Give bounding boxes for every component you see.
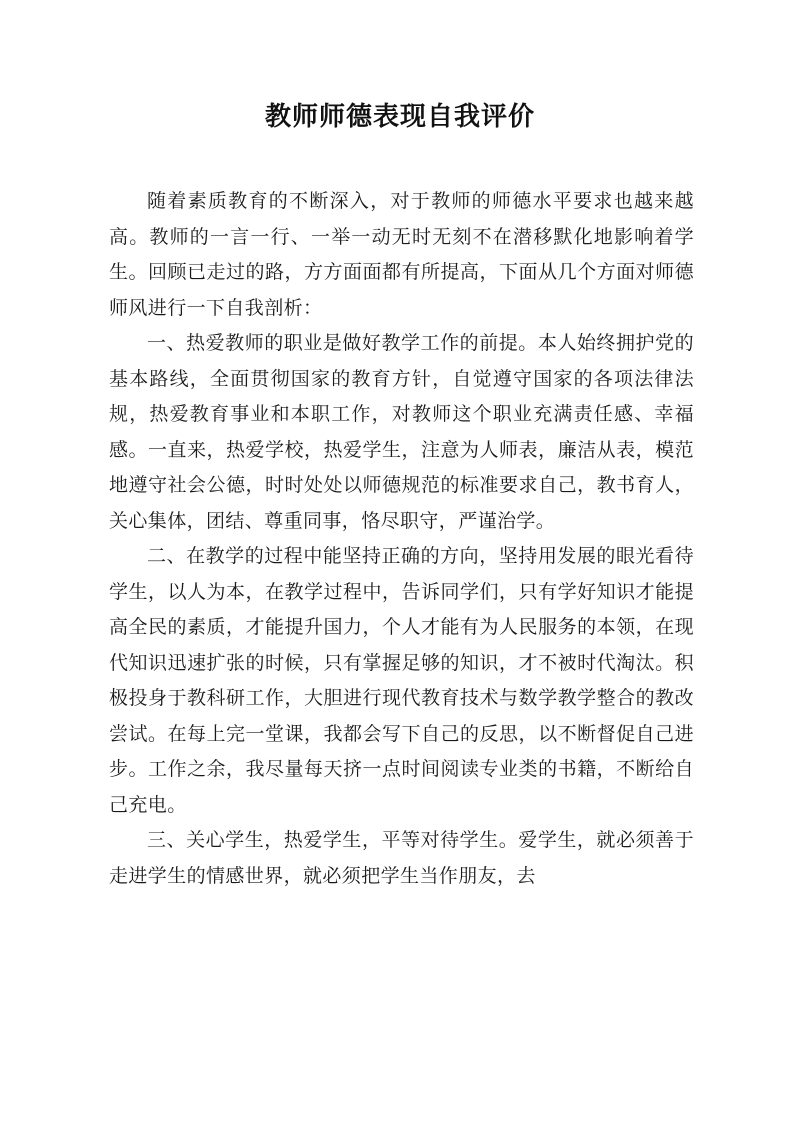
document-body	[109, 184, 694, 894]
paragraph-section-1: 一、热爱教师的职业是做好教学工作的前提。本人始终拥护党的基本路线，全面贯彻国家的教育方针，自觉遵守国家的各项法律法规，热爱教育事业和本职工作，对教师这个职业充满责任感、幸福感。一直来，热爱学校，热爱学生，注意为人师表，廉洁从表，模范地遵守社会公德，时时处处以师德规范的标准要求自己，教书育人，关心集体，团结、尊重同事，恪尽职守，严谨治学。	[109, 332, 694, 532]
paragraph-section-2: 二、在教学的过程中能坚持正确的方向，坚持用发展的眼光看待学生，以人为本，在教学过程中，告诉同学们，只有学好知识才能提高全民的素质，才能提升国力，个人才能有为人民服务的本领，在现代知识迅速扩张的时候，只有掌握足够的知识，才不被时代淘汰。积极投身于教科研工作，大胆进行现代教育技术与数学教学整合的教改尝试。在每上完一堂课，我都会写下自己的反思，以不断督促自己进步。工作之余，我尽量每天挤一点时间阅读专业类的书籍，不断给自己充电。	[109, 545, 694, 816]
document-title: 教师师德表现自我评价	[264, 102, 535, 132]
paragraph-section-3: 三、关心学生，热爱学生，平等对待学生。爱学生，就必须善于走进学生的情感世界，就必须把学生当作朋友，去	[109, 829, 694, 887]
paragraph-intro: 随着素质教育的不断深入，对于教师的师德水平要求也越来越高。教师的一言一行、一举一动无时无刻不在潜移默化地影响着学生。回顾已走过的路，方方面面都有所提高，下面从几个方面对师德师风进行一下自我剖析：	[109, 190, 694, 319]
